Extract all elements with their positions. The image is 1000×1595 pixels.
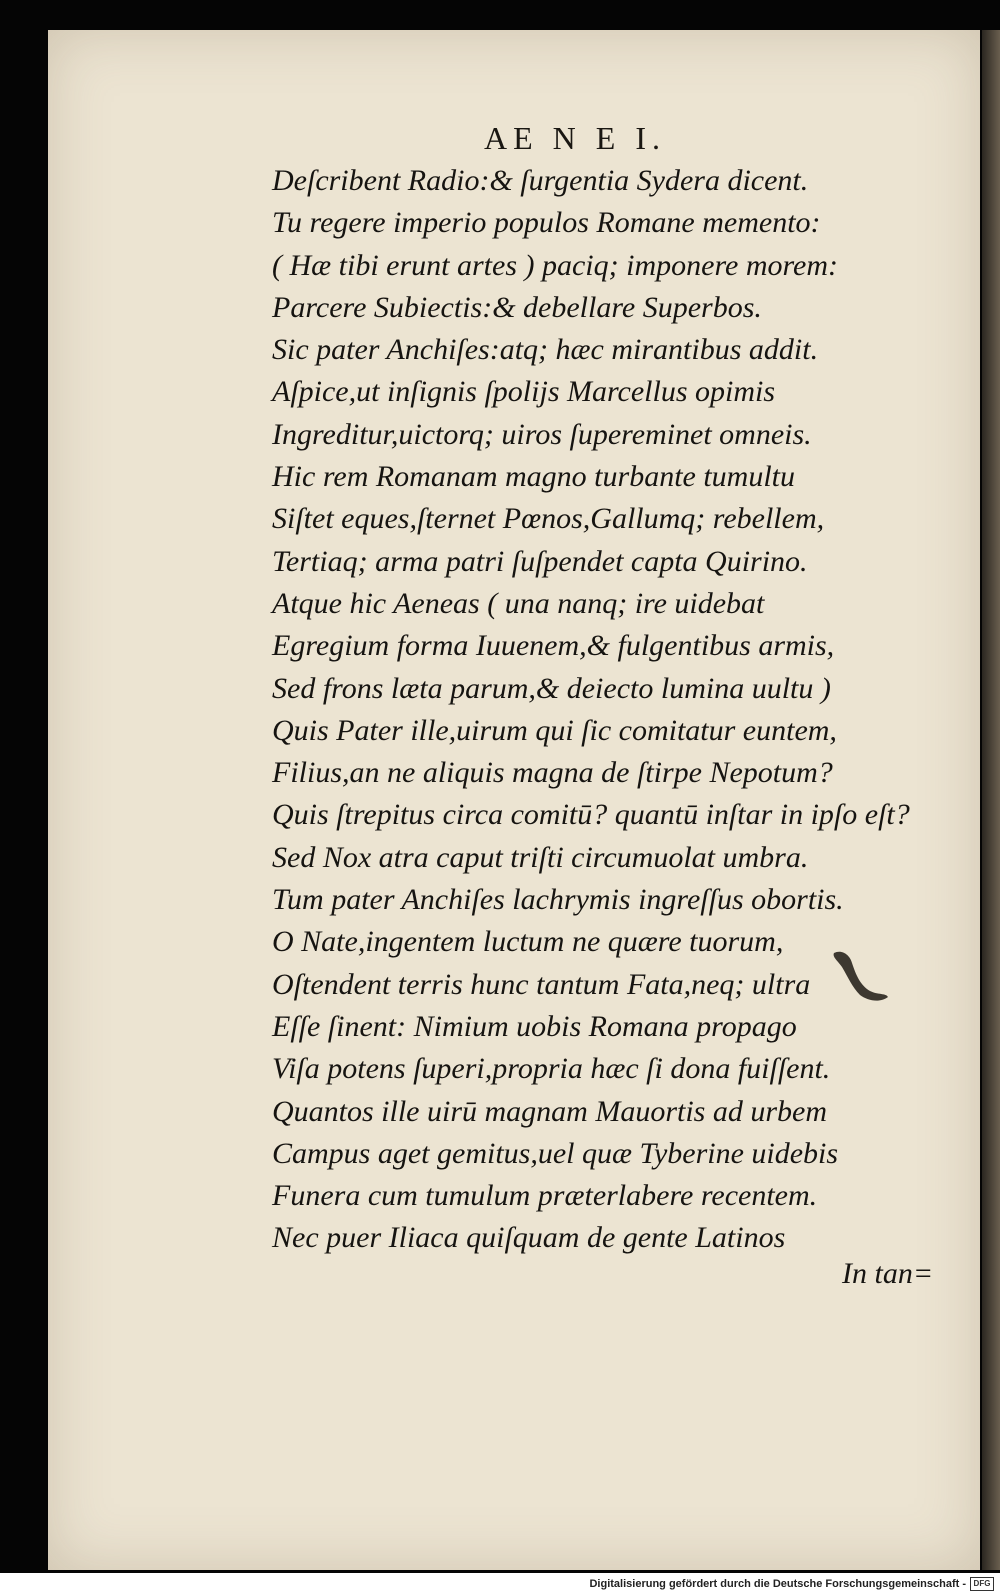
digitization-footer xyxy=(0,1573,1000,1595)
catchword: In tan= xyxy=(842,1257,934,1290)
verse-line: Egregium forma Iuuenem,& fulgentibus armis, xyxy=(272,629,835,663)
verse-line: Quantos ille uirū magnam Mauortis ad urbem xyxy=(272,1094,827,1128)
verse-line: Nec puer Iliaca quiſquam de gente Latinos xyxy=(272,1221,786,1255)
verse-line: Tu regere imperio populos Romane memento: xyxy=(272,206,821,240)
verse-line: Eſſe ſinent: Nimium uobis Romana propago xyxy=(272,1009,797,1043)
verse-line: ( Hæ tibi erunt artes ) paciq; imponere morem: xyxy=(272,248,839,282)
verse-line: Hic rem Romanam magno turbante tumultu xyxy=(272,460,796,494)
running-title: AE N E I. xyxy=(484,120,666,156)
verse-line: Sic pater Anchiſes:atq; hæc mirantibus addit. xyxy=(272,333,819,367)
verse-line: Ingreditur,uictorq; uiros ſupereminet omneis. xyxy=(272,417,812,451)
verse-line: Filius,an ne aliquis magna de ſtirpe Nepotum? xyxy=(272,756,833,790)
verse-line: O Nate,ingentem luctum ne quære tuorum, xyxy=(272,925,784,959)
verse-line: Siſtet eques,ſternet Pœnos,Gallumq; rebellem, xyxy=(272,502,825,536)
verse-line: Quis Pater ille,uirum qui ſic comitatur euntem, xyxy=(272,713,837,747)
verse-line: Tum pater Anchiſes lachrymis ingreſſus obortis. xyxy=(272,883,844,917)
verse-line: Deſcribent Radio:& ſurgentia Sydera dicent. xyxy=(272,164,809,197)
verse-line: Oſtendent terris hunc tantum Fata,neq; ultra xyxy=(272,967,811,1001)
verse-line: Sed frons læta parum,& deiecto lumina uultu ) xyxy=(272,671,831,705)
verse-line: Funera cum tumulum præterlabere recentem. xyxy=(272,1179,818,1213)
ink-stain xyxy=(830,945,890,1005)
verse-block xyxy=(272,160,962,1260)
dfg-logo-icon: DFG xyxy=(970,1577,994,1591)
verse-line: Parcere Subiectis:& debellare Superbos. xyxy=(272,290,762,324)
verse-line: Quis ſtrepitus circa comitū? quantū inſtar in ipſo eſt? xyxy=(272,798,910,832)
verse-line: Atque hic Aeneas ( una nanq; ire uidebat xyxy=(272,586,765,620)
facing-page-edge xyxy=(982,30,1000,1570)
verse-line: Campus aget gemitus,uel quæ Tyberine uidebis xyxy=(272,1136,839,1170)
verse-line: Tertiaq; arma patri ſuſpendet capta Quirino. xyxy=(272,544,808,578)
funding-credit: Digitalisierung gefördert durch die Deutsche Forschungsgemeinschaft - xyxy=(589,1578,966,1590)
verse-line: Aſpice,ut inſignis ſpolijs Marcellus opimis xyxy=(272,375,776,409)
verse-line: Viſa potens ſuperi,propria hæc ſi dona fuiſſent. xyxy=(272,1052,831,1086)
verse-line: Sed Nox atra caput triſti circumuolat umbra. xyxy=(272,840,809,874)
